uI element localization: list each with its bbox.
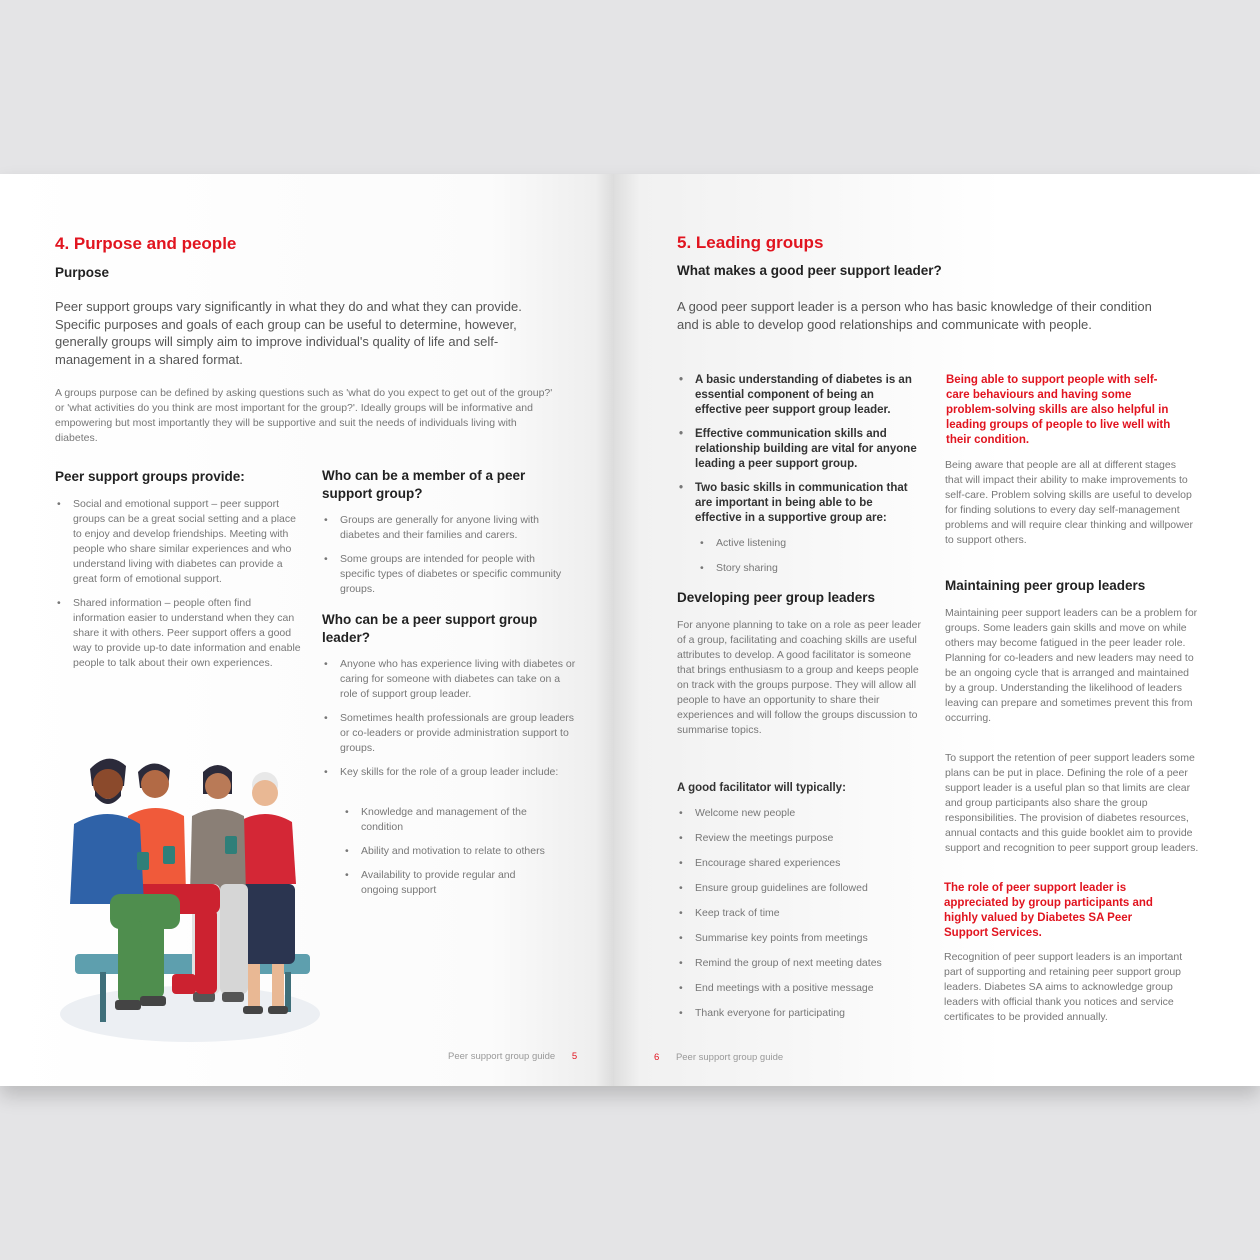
purpose-heading: Purpose xyxy=(55,265,110,280)
list-item: • Knowledge and management of the condition xyxy=(343,805,553,835)
list-item: • Availability to provide regular and ongoing support xyxy=(343,868,553,898)
list-item: • Key skills for the role of a group leader include: xyxy=(322,765,577,780)
list-item: • Groups are generally for anyone living with diabetes and their families and carers. xyxy=(322,513,562,543)
provide-list xyxy=(55,497,305,680)
leader-list xyxy=(322,657,577,789)
list-item: • Effective communication skills and relationship building are vital for anyone leading a peer support group. xyxy=(677,427,917,472)
booklet-spread xyxy=(0,174,1260,1086)
list-item: • Review the meetings purpose xyxy=(677,831,937,846)
footer-text: Peer support group guide xyxy=(675,1052,784,1063)
list-item: • Some groups are intended for people with specific types of diabetes or specific community groups. xyxy=(322,552,562,597)
member-list xyxy=(322,513,562,606)
list-item: • Summarise key points from meetings xyxy=(677,931,937,946)
list-item: • Sometimes health professionals are group leaders or co-leaders or provide administration support to groups. xyxy=(322,711,577,756)
developing-heading: Developing peer group leaders xyxy=(677,590,876,605)
right-page-footer xyxy=(654,1052,783,1063)
list-item: • End meetings with a positive message xyxy=(677,981,937,996)
page-number: 6 xyxy=(654,1052,660,1063)
list-item: • Remind the group of next meeting dates xyxy=(677,956,937,971)
list-item: • Two basic skills in communication that are important in being able to be effective in a supportive group are: xyxy=(677,481,917,526)
list-item: • Anyone who has experience living with diabetes or caring for someone with diabetes can take on a role of support group leader. xyxy=(322,657,577,702)
page-number: 5 xyxy=(571,1051,578,1062)
left-page xyxy=(0,174,614,1086)
provide-heading: Peer support groups provide: xyxy=(55,469,245,484)
list-item: • Social and emotional support – peer support groups can be a great social setting and a place to enjoy and develop friendships. Meeting with people who share similar experiences and who understand living with diabetes can provide a great form of emotional support. xyxy=(55,497,305,587)
facilitator-list xyxy=(677,806,937,1031)
list-item: • Thank everyone for participating xyxy=(677,1006,937,1021)
aware-text: Being aware that people are all at different stages that will impact their ability to make improvements to self-care. Problem solving skills are useful to develop for finding solutions to every day self-management problems and will require clear thinking and willpower to support others. xyxy=(945,459,1194,546)
leader-heading: Who can be a peer support group leader? xyxy=(322,612,538,645)
right-page xyxy=(614,174,1260,1086)
list-item: • Welcome new people xyxy=(677,806,937,821)
callout-role-valued: The role of peer support leader is appreciated by group participants and highly valued by Diabetes SA Peer Support Services. xyxy=(944,882,1153,939)
maintaining-text: Maintaining peer support leaders can be a problem for groups. Some leaders gain skills and move on while others may become fatigued in the peer leader role. Planning for co-leaders and new leaders may need to be an ongoing cycle that is arranged and maintained by a group. Understanding the likelihood of leaders leaving can prepare and sometimes prevent this from occurring. xyxy=(945,607,1198,724)
list-item: • Story sharing xyxy=(698,561,898,576)
good-leader-heading: What makes a good peer support leader? xyxy=(677,263,942,278)
developing-text: For anyone planning to take on a role as peer leader of a group, facilitating and coaching skills are useful attributes to develop. A good facilitator is someone that brings enthusiasm to a group and keeps people on track with the groups purpose. They will allow all people to have an opportunity to share their experiences and will follow the groups discussion to summarise topics. xyxy=(677,619,921,736)
facilitator-heading: A good facilitator will typically: xyxy=(677,782,846,794)
list-item: • Active listening xyxy=(698,536,898,551)
footer-text: Peer support group guide xyxy=(448,1051,556,1062)
section-title-purpose-and-people: 4. Purpose and people xyxy=(55,234,237,253)
leader-skills-list xyxy=(677,373,917,535)
list-item: • A basic understanding of diabetes is an essential component of being an effective peer support group leader. xyxy=(677,373,917,418)
key-skills-list xyxy=(343,805,553,907)
left-page-footer xyxy=(448,1051,577,1062)
list-item: • Encourage shared experiences xyxy=(677,856,937,871)
list-item: • Shared information – people often find information easier to understand when they can share it with others. Peer support offers a good way to provide up-to date information and enable people to talk about their own experiences. xyxy=(55,596,305,671)
purpose-intro: Peer support groups vary significantly in what they do and what they can provide. Specific purposes and goals of each group can be useful to determine, however, generally groups will simply aim to improve individual's quality of life and self-management in a shared format. xyxy=(55,299,522,367)
member-heading: Who can be a member of a peer support group? xyxy=(322,468,526,501)
retention-text: To support the retention of peer support leaders some plans can be put in place. Defining the role of a peer support leader is a useful plan so that limits are clear and group participants also share the group responsibilities. The provision of diabetes resources, annual contacts and this guide booklet aim to provide support and recognition to peer support group leaders. xyxy=(945,752,1199,854)
communication-skills-list xyxy=(698,536,898,586)
list-item: • Ensure group guidelines are followed xyxy=(677,881,937,896)
section-title-leading-groups: 5. Leading groups xyxy=(677,233,824,252)
group-of-four-people-illustration xyxy=(60,744,330,1044)
callout-self-care: Being able to support people with self-care behaviours and having some problem-solving skills are also helpful in leading groups of people to live well with their condition. xyxy=(946,374,1171,446)
list-item: • Ability and motivation to relate to others xyxy=(343,844,553,859)
list-item: • Keep track of time xyxy=(677,906,937,921)
leader-intro: A good peer support leader is a person who has basic knowledge of their condition and is able to develop good relationships and communicate with people. xyxy=(677,299,1152,332)
recognition-text: Recognition of peer support leaders is an important part of supporting and retaining peer support group leaders. Diabetes SA aims to acknowledge group leaders with official thank you notices and service certificates to be provided annually. xyxy=(944,951,1183,1023)
maintaining-heading: Maintaining peer group leaders xyxy=(945,578,1146,593)
purpose-detail: A groups purpose can be defined by asking questions such as 'what do you expect to get out of the group?' or 'what activities do you think are most important for the group?'. Ideally groups will be informative and empowering but most importantly they will be supportive and suit the needs of individuals living with diabetes. xyxy=(55,387,553,444)
